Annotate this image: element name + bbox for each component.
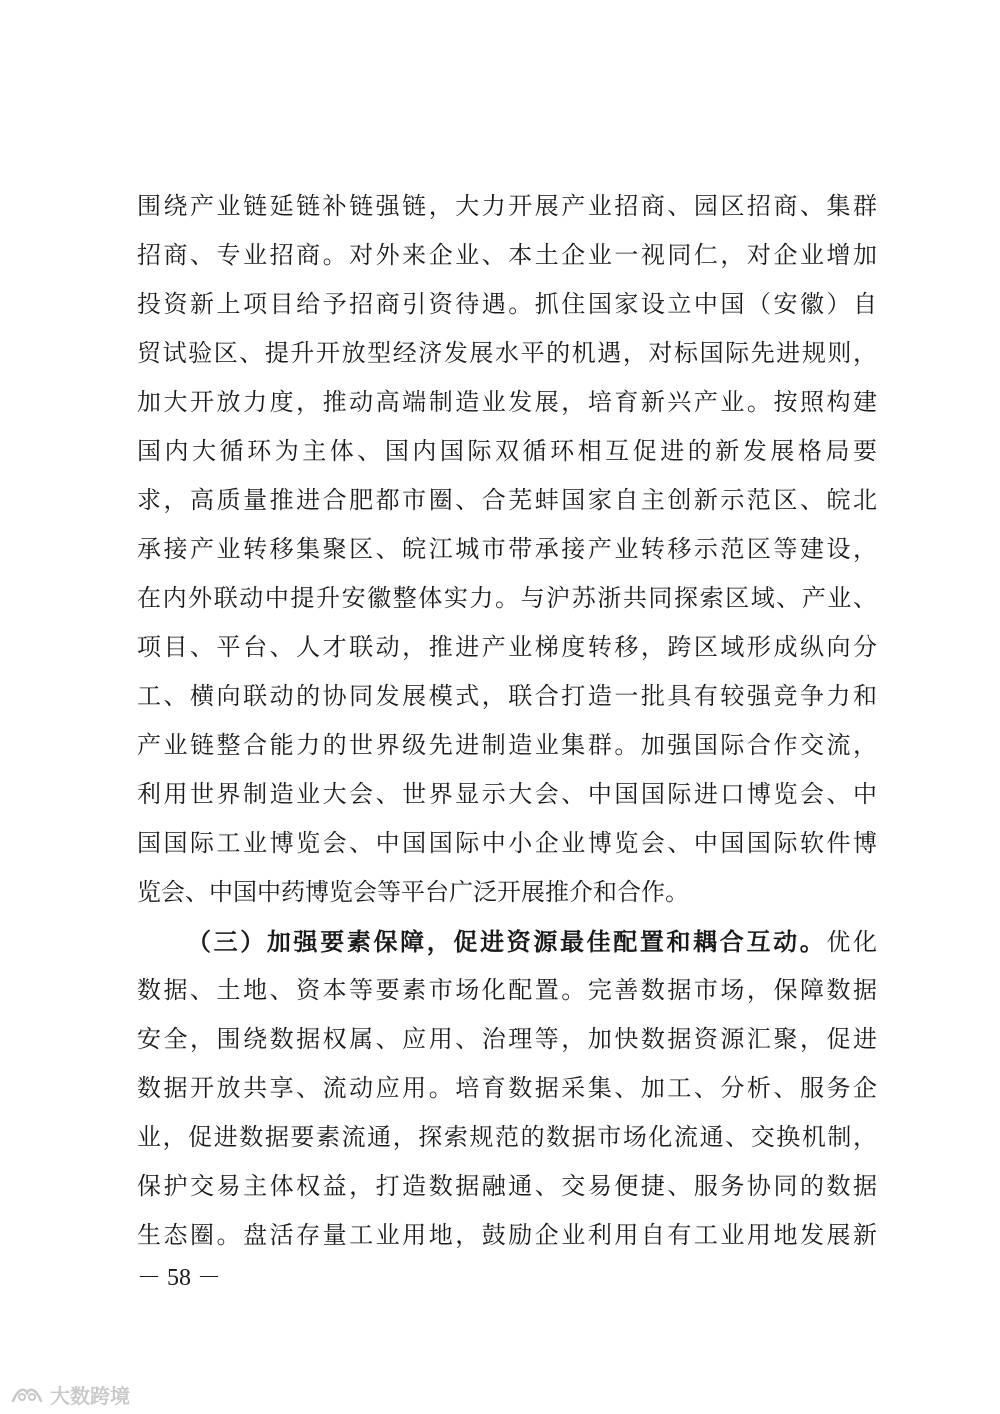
text-line-13: 利用世界制造业大会、世界显示大会、中国国际进口博览会、中 bbox=[137, 780, 877, 808]
section-heading-line bbox=[137, 917, 877, 966]
text-line-5: 加大开放力度，推动高端制造业发展，培育新兴产业。按照构建 bbox=[137, 388, 877, 416]
section-line-3: 数据开放共享、流动应用。培育数据采集、加工、分析、服务企 bbox=[137, 1074, 877, 1102]
text-line-4: 贸试验区、提升开放型经济发展水平的机遇，对标国际先进规则， bbox=[137, 339, 877, 367]
section-heading: （三）加强要素保障，促进资源最佳配置和耦合互动。 bbox=[187, 927, 827, 956]
text-line-11: 工、横向联动的协同发展模式，联合打造一批具有较强竞争力和 bbox=[137, 682, 877, 710]
text-line-3: 投资新上项目给予招商引资待遇。抓住国家设立中国（安徽）自 bbox=[137, 290, 877, 318]
text-line-15: 览会、中国中药博览会等平台广泛开展推介和合作。 bbox=[137, 878, 689, 906]
section-line-5: 保护交易主体权益，打造数据融通、交易便捷、服务协同的数据 bbox=[137, 1172, 877, 1200]
text-line-9: 在内外联动中提升安徽整体实力。与沪苏浙共同探索区域、产业、 bbox=[137, 584, 877, 612]
text-line-10: 项目、平台、人才联动，推进产业梯度转移，跨区域形成纵向分 bbox=[137, 633, 877, 661]
page-number: － 58 － bbox=[137, 1265, 221, 1291]
body-text bbox=[137, 182, 877, 1260]
section-line-4: 业，促进数据要素流通，探索规范的数据市场化流通、交换机制， bbox=[137, 1123, 877, 1151]
watermark-text: 大数跨境 bbox=[50, 1384, 130, 1408]
text-line-7: 求，高质量推进合肥都市圈、合芜蚌国家自主创新示范区、皖北 bbox=[137, 486, 877, 514]
section-line-6: 生态圈。盘活存量工业用地，鼓励企业利用自有工业用地发展新 bbox=[137, 1221, 877, 1249]
text-line-14: 国国际工业博览会、中国国际中小企业博览会、中国国际软件博 bbox=[137, 829, 877, 857]
text-line-8: 承接产业转移集聚区、皖江城市带承接产业转移示范区等建设， bbox=[137, 535, 877, 563]
section-line-1: 数据、土地、资本等要素市场化配置。完善数据市场，保障数据 bbox=[137, 976, 877, 1004]
text-line-1: 围绕产业链延链补链强链，大力开展产业招商、园区招商、集群 bbox=[137, 192, 877, 220]
text-line-6: 国内大循环为主体、国内国际双循环相互促进的新发展格局要 bbox=[137, 437, 877, 465]
section-line-2: 安全，围绕数据权属、应用、治理等，加快数据资源汇聚，促进 bbox=[137, 1025, 877, 1053]
section-heading-tail: 优化 bbox=[826, 928, 877, 956]
watermark bbox=[10, 1380, 130, 1409]
text-line-12: 产业链整合能力的世界级先进制造业集群。加强国际合作交流， bbox=[137, 731, 877, 759]
text-line-2: 招商、专业招商。对外来企业、本土企业一视同仁，对企业增加 bbox=[137, 241, 877, 269]
watermark-logo-icon bbox=[10, 1383, 44, 1407]
